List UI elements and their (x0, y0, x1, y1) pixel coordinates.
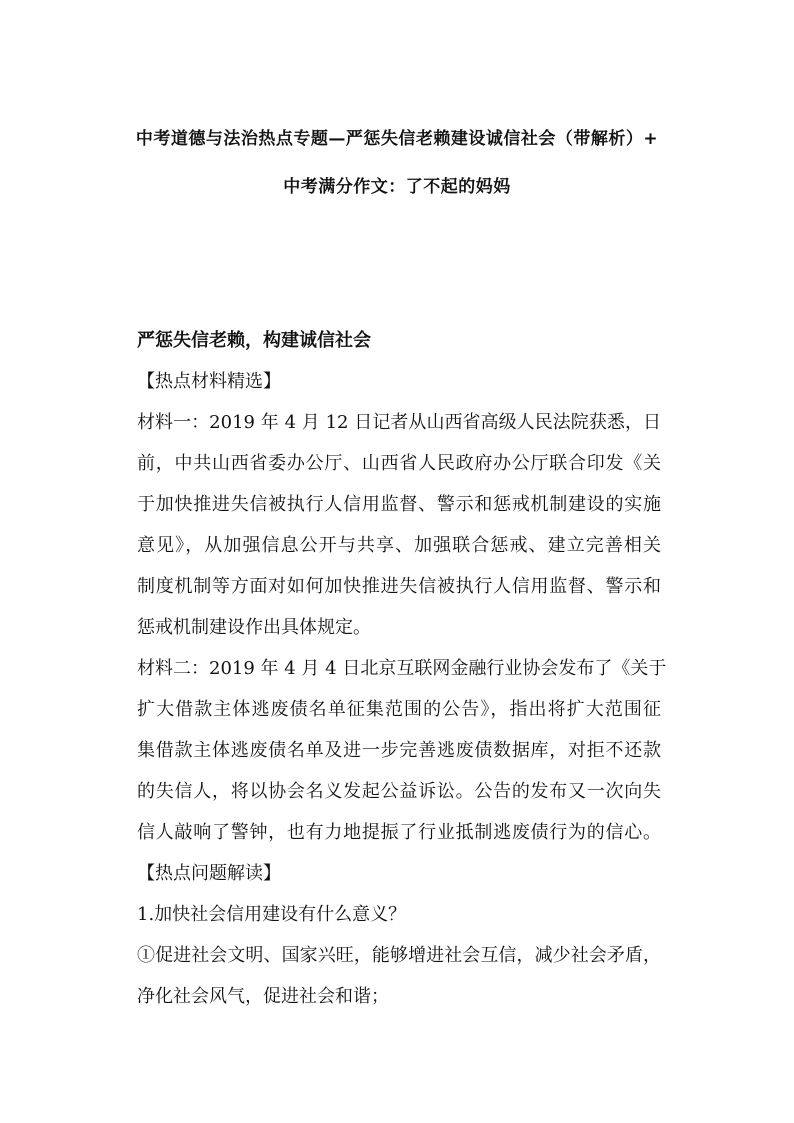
document-title-line-1: 中考道德与法治热点专题—严惩失信老赖建设诚信社会（带解析）+ (135, 129, 659, 149)
paragraph-line: 材料二：2019 年 4 月 4 日北京互联网金融行业协会发布了《关于 (137, 658, 667, 679)
paragraph-line: 信人敲响了警钟，也有力地提振了行业抵制逃废债行为的信心。 (137, 822, 661, 843)
question-line: 1.加快社会信用建设有什么意义？ (137, 904, 407, 925)
document-title-line-2: 中考满分作文：了不起的妈妈 (283, 177, 511, 197)
paragraph-line: 制度机制等方面对如何加快推进失信被执行人信用监督、警示和 (137, 576, 661, 597)
subheading-hot-materials: 【热点材料精选】 (137, 371, 281, 392)
paragraph-line: 惩戒机制建设作出具体规定。 (137, 617, 371, 638)
paragraph-line: 扩大借款主体逃废债名单征集范围的公告》，指出将扩大范围征 (137, 699, 661, 720)
section-heading: 严惩失信老赖，构建诚信社会 (137, 330, 371, 351)
paragraph-line: 材料一：2019 年 4 月 12 日记者从山西省高级人民法院获悉，日 (137, 412, 661, 433)
subheading-hot-issues: 【热点问题解读】 (137, 863, 281, 884)
paragraph-line: 意见》，从加强信息公开与共享、加强联合惩戒、建立完善相关 (137, 535, 661, 556)
answer-line: ①促进社会文明、国家兴旺，能够增进社会互信，减少社会矛盾， (137, 945, 661, 966)
paragraph-line: 的失信人，将以协会名义发起公益诉讼。公告的发布又一次向失 (137, 781, 661, 802)
document-body (137, 320, 667, 1017)
answer-line: 净化社会风气，促进社会和谐； (137, 986, 389, 1007)
paragraph-line: 集借款主体逃废债名单及进一步完善逃废债数据库，对拒不还款 (137, 740, 661, 761)
paragraph-line: 于加快推进失信被执行人信用监督、警示和惩戒机制建设的实施 (137, 494, 661, 515)
paragraph-line: 前，中共山西省委办公厅、山西省人民政府办公厅联合印发《关 (137, 453, 661, 474)
